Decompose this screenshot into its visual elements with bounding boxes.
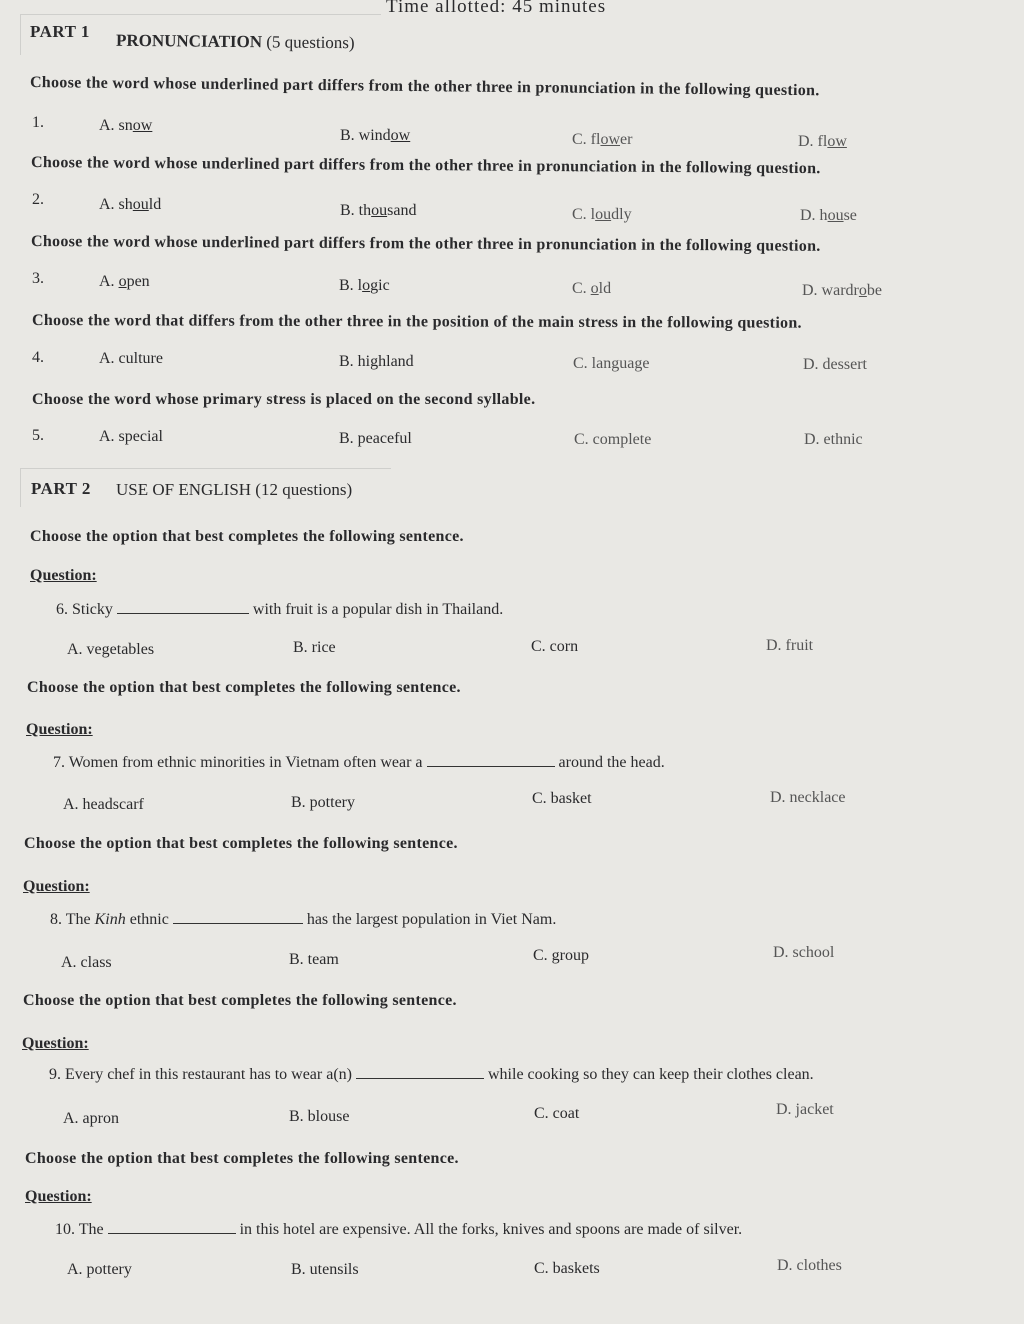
q6-instruction: Choose the option that best completes the following sentence. [30,528,464,545]
p1q1-instruction: Choose the word whose underlined part differs from the other three in pronunciation in the following question. [29,74,820,100]
q10-question-label: Question: [25,1188,92,1205]
stem-text: 7. Women from ethnic minorities in Vietnam often wear a [53,754,423,771]
q9-option-d[interactable]: D. jacket [776,1101,834,1118]
answer-blank[interactable] [427,766,555,767]
option-text: B. th [340,202,372,219]
q8-question-label: Question: [23,878,90,895]
q6-stem [56,601,503,619]
option-text: sand [387,202,417,219]
q8-option-a[interactable]: A. class [61,954,112,971]
underlined-part: ow [132,117,153,134]
underlined-part: ow [600,131,621,148]
stem-text: while cooking so they can keep their clothes clean. [488,1066,814,1083]
p1q1-option-a[interactable] [99,117,152,135]
answer-blank[interactable] [117,613,249,614]
p1q5-option-b[interactable] [339,430,412,448]
underlined-part: ow [827,133,847,150]
p1q1-option-d[interactable] [798,133,847,151]
p1q4-option-d[interactable] [803,356,867,374]
option-text: dly [611,206,632,223]
part2-title: USE OF ENGLISH (12 questions) [116,480,353,499]
p1q4-instruction: Choose the word that differs from the other three in the position of the main stress in the following question. [31,312,802,332]
time-allotted-header: Time allotted: 45 minutes [386,0,607,17]
q9-option-a[interactable]: A. apron [63,1110,119,1127]
stem-text: 9. Every chef in this restaurant has to wear a(n) [49,1066,352,1083]
part1-count: (5 questions) [266,32,355,53]
option-text: D. h [800,207,828,224]
p1q2-number: 2. [32,191,44,208]
q10-option-a[interactable]: A. pottery [67,1261,132,1278]
q8-option-d[interactable]: D. school [773,944,835,961]
underlined-part: ou [595,206,612,223]
p1q2-option-d[interactable] [800,207,857,225]
option-text: be [866,282,882,299]
underlined-part: o [590,280,599,297]
q7-option-c[interactable]: C. basket [532,790,592,807]
option-text: C. fl [572,131,601,148]
q10-option-d[interactable]: D. clothes [777,1257,842,1274]
option-text: D. fl [798,133,828,150]
option-text: se [843,207,857,224]
q7-option-a[interactable]: A. headscarf [63,796,144,813]
underlined-part: o [118,273,127,290]
p1q2-option-a[interactable] [99,196,161,214]
p1q4-option-a[interactable] [99,350,163,368]
q6-option-a[interactable]: A. vegetables [67,641,155,658]
part1-label: PART 1 [30,22,90,41]
option-text: A. sn [99,117,133,134]
p1q2-option-b[interactable] [340,202,416,220]
p1q3-option-b[interactable] [339,277,390,295]
option-text: A. special [99,428,163,445]
p1q2-instruction: Choose the word whose underlined part differs from the other three in pronunciation in the following question. [30,154,821,178]
answer-blank[interactable] [356,1078,484,1079]
p1q1-number: 1. [32,114,44,131]
p1q3-option-c[interactable] [572,280,611,298]
q9-stem [49,1066,814,1084]
p1q3-option-a[interactable] [99,273,150,291]
p1q1-option-c[interactable] [572,131,632,149]
p1q5-option-c[interactable] [574,431,651,449]
stem-text: ethnic [129,911,169,928]
q8-instruction: Choose the option that best completes the following sentence. [24,835,458,852]
stem-text: has the largest population in Viet Nam. [306,911,557,928]
underlined-part: o [858,282,867,299]
p1q5-instruction: Choose the word whose primary stress is placed on the second syllable. [32,391,536,408]
q10-stem [55,1221,742,1239]
stem-italic-text: Kinh [94,911,126,928]
underlined-part: ow [390,127,411,144]
q7-stem [53,754,665,772]
option-text: gic [370,277,390,294]
p1q2-option-c[interactable] [572,206,632,224]
p1q5-number: 5. [32,427,44,444]
underlined-part: ou [132,196,149,213]
option-text: C. complete [574,431,652,448]
underlined-part: ou [827,207,844,224]
p1q4-number: 4. [32,349,44,366]
p1q5-option-d[interactable] [804,431,863,449]
stem-text: with fruit is a popular dish in Thailand. [252,601,504,618]
q9-option-b[interactable]: B. blouse [289,1108,350,1125]
p1q3-option-d[interactable] [802,282,882,300]
p1q1-option-b[interactable] [340,127,410,145]
q9-question-label: Question: [22,1035,89,1052]
option-text: B. l [339,277,363,294]
part1-title [116,31,355,53]
q7-question-label: Question: [26,721,93,738]
q8-option-c[interactable]: C. group [533,947,589,964]
q6-option-c[interactable]: C. corn [531,638,579,655]
p1q3-instruction: Choose the word whose underlined part differs from the other three in pronunciation in the following question. [30,233,821,255]
q10-option-b[interactable]: B. utensils [291,1261,359,1278]
q10-instruction: Choose the option that best completes the following sentence. [25,1150,459,1167]
option-text: D. ethnic [804,431,863,448]
stem-text: 6. Sticky [56,601,113,618]
stem-text: around the head. [558,754,665,771]
option-text: D. dessert [803,356,867,373]
part1-title-text: PRONUNCIATION [115,30,263,52]
q6-question-label: Question: [30,567,97,584]
option-text: B. peaceful [339,430,412,447]
stem-text: in this hotel are expensive. All the forks, knives and spoons are made of silver. [239,1221,743,1238]
q9-instruction: Choose the option that best completes the following sentence. [23,992,457,1009]
part2-label: PART 2 [31,479,91,498]
option-text: C. language [573,355,650,372]
underlined-part: o [362,277,371,294]
stem-text: 8. The [50,911,91,928]
option-text: pen [126,273,150,290]
option-text: A. culture [99,350,163,367]
option-text: ld [148,196,162,213]
answer-blank[interactable] [108,1233,236,1234]
p1q4-option-b[interactable] [339,353,414,371]
underlined-part: ou [371,202,388,219]
option-text: D. wardr [802,282,859,299]
q6-option-b[interactable]: B. rice [293,639,336,656]
p1q4-option-c[interactable] [573,355,649,373]
option-text: ld [598,280,612,297]
q7-option-b[interactable]: B. pottery [291,794,355,811]
p1q3-number: 3. [32,270,44,287]
answer-blank[interactable] [173,923,303,924]
option-text: er [620,131,633,148]
p1q5-option-a[interactable] [99,428,163,446]
option-text: C. [572,280,591,297]
q6-option-d[interactable]: D. fruit [766,637,814,654]
option-text: A. sh [99,196,133,213]
q8-option-b[interactable]: B. team [289,951,339,968]
option-text: B. highland [339,353,414,370]
q7-option-d[interactable]: D. necklace [770,789,846,806]
stem-text: 10. The [55,1221,104,1238]
q10-option-c[interactable]: C. baskets [534,1260,600,1277]
option-text: C. l [572,206,596,223]
q8-stem [50,911,556,929]
q9-option-c[interactable]: C. coat [534,1105,580,1122]
option-text: B. wind [340,127,391,144]
option-text: A. [99,273,119,290]
q7-instruction: Choose the option that best completes the following sentence. [27,679,461,696]
